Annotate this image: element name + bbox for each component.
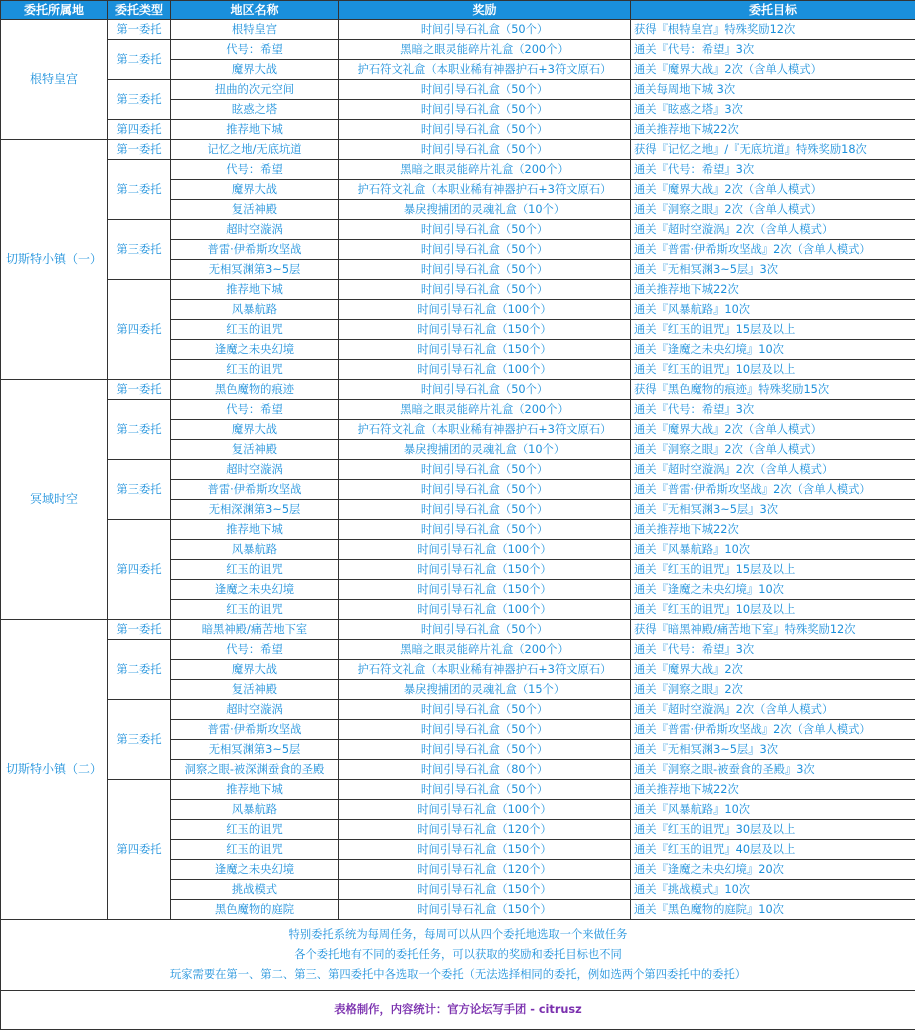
reward-cell: 时间引导石礼盒（120个） — [339, 820, 631, 840]
area-name-cell: 代号：希望 — [171, 400, 339, 420]
goal-cell: 通关『风暴航路』10次 — [631, 800, 915, 820]
goal-cell: 获得『暗黑神殿/痛苦地下室』特殊奖励12次 — [631, 620, 915, 640]
area-name-cell: 推荐地下城 — [171, 780, 339, 800]
reward-cell: 护石符文礼盒（本职业稀有神器护石+3符文原石） — [339, 660, 631, 680]
reward-cell: 时间引导石礼盒（80个） — [339, 760, 631, 780]
goal-cell: 通关『黑色魔物的庭院』10次 — [631, 900, 915, 920]
reward-cell: 暴戾搜捕团的灵魂礼盒（10个） — [339, 440, 631, 460]
reward-cell: 时间引导石礼盒（50个） — [339, 780, 631, 800]
reward-cell: 时间引导石礼盒（50个） — [339, 740, 631, 760]
region-name-cell: 冥域时空 — [1, 380, 108, 620]
table-row — [1, 520, 915, 540]
reward-cell: 护石符文礼盒（本职业稀有神器护石+3符文原石） — [339, 180, 631, 200]
header-area: 地区名称 — [171, 1, 339, 20]
goal-cell: 通关『红玉的诅咒』40层及以上 — [631, 840, 915, 860]
footer-notes — [1, 920, 915, 991]
goal-cell: 通关『洞察之眼』2次（含单人模式） — [631, 200, 915, 220]
reward-cell: 时间引导石礼盒（150个） — [339, 320, 631, 340]
area-name-cell: 超时空漩涡 — [171, 220, 339, 240]
reward-cell: 时间引导石礼盒（50个） — [339, 260, 631, 280]
reward-cell: 时间引导石礼盒（120个） — [339, 860, 631, 880]
commission-type-cell: 第四委托 — [108, 520, 171, 620]
area-name-cell: 风暴航路 — [171, 800, 339, 820]
table-row — [1, 40, 915, 60]
area-name-cell: 魔界大战 — [171, 420, 339, 440]
reward-cell: 时间引导石礼盒（100个） — [339, 360, 631, 380]
reward-cell: 时间引导石礼盒（50个） — [339, 520, 631, 540]
goal-cell: 通关『魔界大战』2次（含单人模式） — [631, 180, 915, 200]
goal-cell: 通关推荐地下城22次 — [631, 520, 915, 540]
reward-cell: 时间引导石礼盒（100个） — [339, 600, 631, 620]
goal-cell: 通关推荐地下城22次 — [631, 280, 915, 300]
table-row — [1, 700, 915, 720]
reward-cell: 暴戾搜捕团的灵魂礼盒（10个） — [339, 200, 631, 220]
header-region: 委托所属地 — [1, 1, 108, 20]
area-name-cell: 记忆之地/无底坑道 — [171, 140, 339, 160]
table-row — [1, 120, 915, 140]
goal-cell: 通关『普雷·伊希斯攻坚战』2次（含单人模式） — [631, 480, 915, 500]
table-row — [1, 160, 915, 180]
header-type: 委托类型 — [108, 1, 171, 20]
footer-note: 特别委托系统为每周任务，每周可以从四个委托地选取一个来做任务 — [288, 928, 628, 941]
goal-cell: 通关『洞察之眼』2次 — [631, 680, 915, 700]
table-row — [1, 220, 915, 240]
area-name-cell: 普雷·伊希斯攻坚战 — [171, 240, 339, 260]
area-name-cell: 红玉的诅咒 — [171, 320, 339, 340]
reward-cell: 时间引导石礼盒（50个） — [339, 100, 631, 120]
reward-cell: 时间引导石礼盒（50个） — [339, 700, 631, 720]
reward-cell: 时间引导石礼盒（50个） — [339, 720, 631, 740]
table-body — [1, 20, 915, 920]
area-name-cell: 红玉的诅咒 — [171, 360, 339, 380]
goal-cell: 通关『眩惑之塔』3次 — [631, 100, 915, 120]
commission-type-cell: 第二委托 — [108, 160, 171, 220]
goal-cell: 获得『记忆之地』/『无底坑道』特殊奖励18次 — [631, 140, 915, 160]
reward-cell: 时间引导石礼盒（50个） — [339, 20, 631, 40]
reward-cell: 黑暗之眼灵能碎片礼盒（200个） — [339, 640, 631, 660]
reward-cell: 时间引导石礼盒（100个） — [339, 300, 631, 320]
goal-cell: 通关『普雷·伊希斯攻坚战』2次（含单人模式） — [631, 240, 915, 260]
area-name-cell: 代号：希望 — [171, 160, 339, 180]
reward-cell: 时间引导石礼盒（50个） — [339, 120, 631, 140]
area-name-cell: 推荐地下城 — [171, 120, 339, 140]
area-name-cell: 魔界大战 — [171, 60, 339, 80]
reward-cell: 时间引导石礼盒（50个） — [339, 500, 631, 520]
goal-cell: 通关『魔界大战』2次 — [631, 660, 915, 680]
header-reward: 奖励 — [339, 1, 631, 20]
area-name-cell: 推荐地下城 — [171, 520, 339, 540]
reward-cell: 时间引导石礼盒（50个） — [339, 480, 631, 500]
area-name-cell: 普雷·伊希斯攻坚战 — [171, 720, 339, 740]
goal-cell: 通关『普雷·伊希斯攻坚战』2次（含单人模式） — [631, 720, 915, 740]
area-name-cell: 代号：希望 — [171, 640, 339, 660]
goal-cell: 通关『无相冥渊3~5层』3次 — [631, 740, 915, 760]
table-row — [1, 780, 915, 800]
area-name-cell: 魔界大战 — [171, 660, 339, 680]
table-row — [1, 380, 915, 400]
reward-cell: 时间引导石礼盒（50个） — [339, 620, 631, 640]
reward-cell: 时间引导石礼盒（50个） — [339, 240, 631, 260]
area-name-cell: 逢魔之未央幻境 — [171, 860, 339, 880]
reward-cell: 时间引导石礼盒（150个） — [339, 340, 631, 360]
reward-cell: 时间引导石礼盒（50个） — [339, 380, 631, 400]
area-name-cell: 风暴航路 — [171, 300, 339, 320]
goal-cell: 获得『根特皇宫』特殊奖励12次 — [631, 20, 915, 40]
goal-cell: 通关『无相冥渊3~5层』3次 — [631, 500, 915, 520]
footer-note: 玩家需要在第一、第二、第三、第四委托中各选取一个委托（无法选择相同的委托，例如选两个第四委托中的委托） — [169, 968, 747, 981]
area-name-cell: 复活神殿 — [171, 680, 339, 700]
area-name-cell: 眩惑之塔 — [171, 100, 339, 120]
area-name-cell: 超时空漩涡 — [171, 460, 339, 480]
area-name-cell: 逢魔之未央幻境 — [171, 340, 339, 360]
reward-cell: 时间引导石礼盒（150个） — [339, 880, 631, 900]
header-goal: 委托目标 — [631, 1, 915, 20]
area-name-cell: 红玉的诅咒 — [171, 560, 339, 580]
reward-cell: 时间引导石礼盒（100个） — [339, 540, 631, 560]
commission-type-cell: 第二委托 — [108, 40, 171, 80]
reward-cell: 黑暗之眼灵能碎片礼盒（200个） — [339, 400, 631, 420]
commission-type-cell: 第四委托 — [108, 780, 171, 920]
goal-cell: 通关『红玉的诅咒』30层及以上 — [631, 820, 915, 840]
reward-cell: 时间引导石礼盒（50个） — [339, 460, 631, 480]
reward-cell: 黑暗之眼灵能碎片礼盒（200个） — [339, 40, 631, 60]
footer-credit: 表格制作，内容统计：官方论坛写手团 - citrusz — [1, 991, 915, 1030]
area-name-cell: 逢魔之未央幻境 — [171, 580, 339, 600]
reward-cell: 时间引导石礼盒（50个） — [339, 220, 631, 240]
table-row — [1, 280, 915, 300]
table-header-row — [1, 1, 915, 20]
area-name-cell: 魔界大战 — [171, 180, 339, 200]
reward-cell: 护石符文礼盒（本职业稀有神器护石+3符文原石） — [339, 420, 631, 440]
reward-cell: 时间引导石礼盒（50个） — [339, 280, 631, 300]
goal-cell: 通关『代号：希望』3次 — [631, 640, 915, 660]
area-name-cell: 推荐地下城 — [171, 280, 339, 300]
area-name-cell: 代号：希望 — [171, 40, 339, 60]
goal-cell: 通关『代号：希望』3次 — [631, 160, 915, 180]
goal-cell: 通关『超时空漩涡』2次（含单人模式） — [631, 460, 915, 480]
commission-type-cell: 第三委托 — [108, 220, 171, 280]
region-name-cell: 根特皇宫 — [1, 20, 108, 140]
goal-cell: 通关『无相冥渊3~5层』3次 — [631, 260, 915, 280]
reward-cell: 黑暗之眼灵能碎片礼盒（200个） — [339, 160, 631, 180]
reward-cell: 时间引导石礼盒（150个） — [339, 560, 631, 580]
area-name-cell: 超时空漩涡 — [171, 700, 339, 720]
commission-type-cell: 第三委托 — [108, 80, 171, 120]
commission-type-cell: 第一委托 — [108, 140, 171, 160]
reward-cell: 时间引导石礼盒（150个） — [339, 900, 631, 920]
reward-cell: 暴戾搜捕团的灵魂礼盒（15个） — [339, 680, 631, 700]
goal-cell: 通关『红玉的诅咒』10层及以上 — [631, 360, 915, 380]
goal-cell: 通关『洞察之眼-被蚕食的圣殿』3次 — [631, 760, 915, 780]
area-name-cell: 挑战模式 — [171, 880, 339, 900]
goal-cell: 通关推荐地下城22次 — [631, 780, 915, 800]
commission-type-cell: 第四委托 — [108, 120, 171, 140]
area-name-cell: 洞察之眼-被深渊蚕食的圣殿 — [171, 760, 339, 780]
commission-type-cell: 第一委托 — [108, 620, 171, 640]
region-name-cell: 切斯特小镇（二） — [1, 620, 108, 920]
table-row — [1, 20, 915, 40]
area-name-cell: 根特皇宫 — [171, 20, 339, 40]
commission-type-cell: 第二委托 — [108, 640, 171, 700]
commission-type-cell: 第一委托 — [108, 380, 171, 400]
reward-cell: 时间引导石礼盒（50个） — [339, 140, 631, 160]
table-row — [1, 620, 915, 640]
table-row — [1, 460, 915, 480]
table-row — [1, 80, 915, 100]
goal-cell: 通关『超时空漩涡』2次（含单人模式） — [631, 220, 915, 240]
goal-cell: 通关推荐地下城22次 — [631, 120, 915, 140]
goal-cell: 通关『红玉的诅咒』10层及以上 — [631, 600, 915, 620]
table-row — [1, 640, 915, 660]
area-name-cell: 红玉的诅咒 — [171, 600, 339, 620]
area-name-cell: 红玉的诅咒 — [171, 840, 339, 860]
commission-type-cell: 第三委托 — [108, 460, 171, 520]
goal-cell: 通关每周地下城 3次 — [631, 80, 915, 100]
reward-cell: 时间引导石礼盒（100个） — [339, 800, 631, 820]
goal-cell: 通关『魔界大战』2次（含单人模式） — [631, 60, 915, 80]
goal-cell: 通关『逢魔之未央幻境』10次 — [631, 340, 915, 360]
region-name-cell: 切斯特小镇（一） — [1, 140, 108, 380]
footer-notes-row — [1, 920, 915, 991]
area-name-cell: 黑色魔物的庭院 — [171, 900, 339, 920]
area-name-cell: 扭曲的次元空间 — [171, 80, 339, 100]
reward-cell: 时间引导石礼盒（150个） — [339, 580, 631, 600]
footer-note: 各个委托地有不同的委托任务，可以获取的奖励和委托目标也不同 — [294, 948, 622, 961]
area-name-cell: 红玉的诅咒 — [171, 820, 339, 840]
area-name-cell: 复活神殿 — [171, 200, 339, 220]
goal-cell: 通关『代号：希望』3次 — [631, 400, 915, 420]
area-name-cell: 复活神殿 — [171, 440, 339, 460]
goal-cell: 通关『魔界大战』2次（含单人模式） — [631, 420, 915, 440]
footer-credit-row — [1, 991, 915, 1030]
commission-type-cell: 第一委托 — [108, 20, 171, 40]
goal-cell: 通关『逢魔之未央幻境』20次 — [631, 860, 915, 880]
goal-cell: 通关『风暴航路』10次 — [631, 540, 915, 560]
goal-cell: 获得『黑色魔物的痕迹』特殊奖励15次 — [631, 380, 915, 400]
commission-type-cell: 第三委托 — [108, 700, 171, 780]
goal-cell: 通关『洞察之眼』2次（含单人模式） — [631, 440, 915, 460]
area-name-cell: 无相深渊第3~5层 — [171, 500, 339, 520]
reward-cell: 时间引导石礼盒（50个） — [339, 80, 631, 100]
area-name-cell: 普雷·伊希斯攻坚战 — [171, 480, 339, 500]
area-name-cell: 无相冥渊第3~5层 — [171, 740, 339, 760]
reward-cell: 时间引导石礼盒（150个） — [339, 840, 631, 860]
commission-type-cell: 第二委托 — [108, 400, 171, 460]
goal-cell: 通关『挑战模式』10次 — [631, 880, 915, 900]
goal-cell: 通关『红玉的诅咒』15层及以上 — [631, 560, 915, 580]
table-row — [1, 140, 915, 160]
goal-cell: 通关『超时空漩涡』2次（含单人模式） — [631, 700, 915, 720]
area-name-cell: 无相冥渊第3~5层 — [171, 260, 339, 280]
goal-cell: 通关『红玉的诅咒』15层及以上 — [631, 320, 915, 340]
area-name-cell: 暗黑神殿/痛苦地下室 — [171, 620, 339, 640]
goal-cell: 通关『风暴航路』10次 — [631, 300, 915, 320]
area-name-cell: 风暴航路 — [171, 540, 339, 560]
commission-type-cell: 第四委托 — [108, 280, 171, 380]
reward-cell: 护石符文礼盒（本职业稀有神器护石+3符文原石） — [339, 60, 631, 80]
goal-cell: 通关『代号：希望』3次 — [631, 40, 915, 60]
table-row — [1, 400, 915, 420]
area-name-cell: 黑色魔物的痕迹 — [171, 380, 339, 400]
goal-cell: 通关『逢魔之未央幻境』10次 — [631, 580, 915, 600]
